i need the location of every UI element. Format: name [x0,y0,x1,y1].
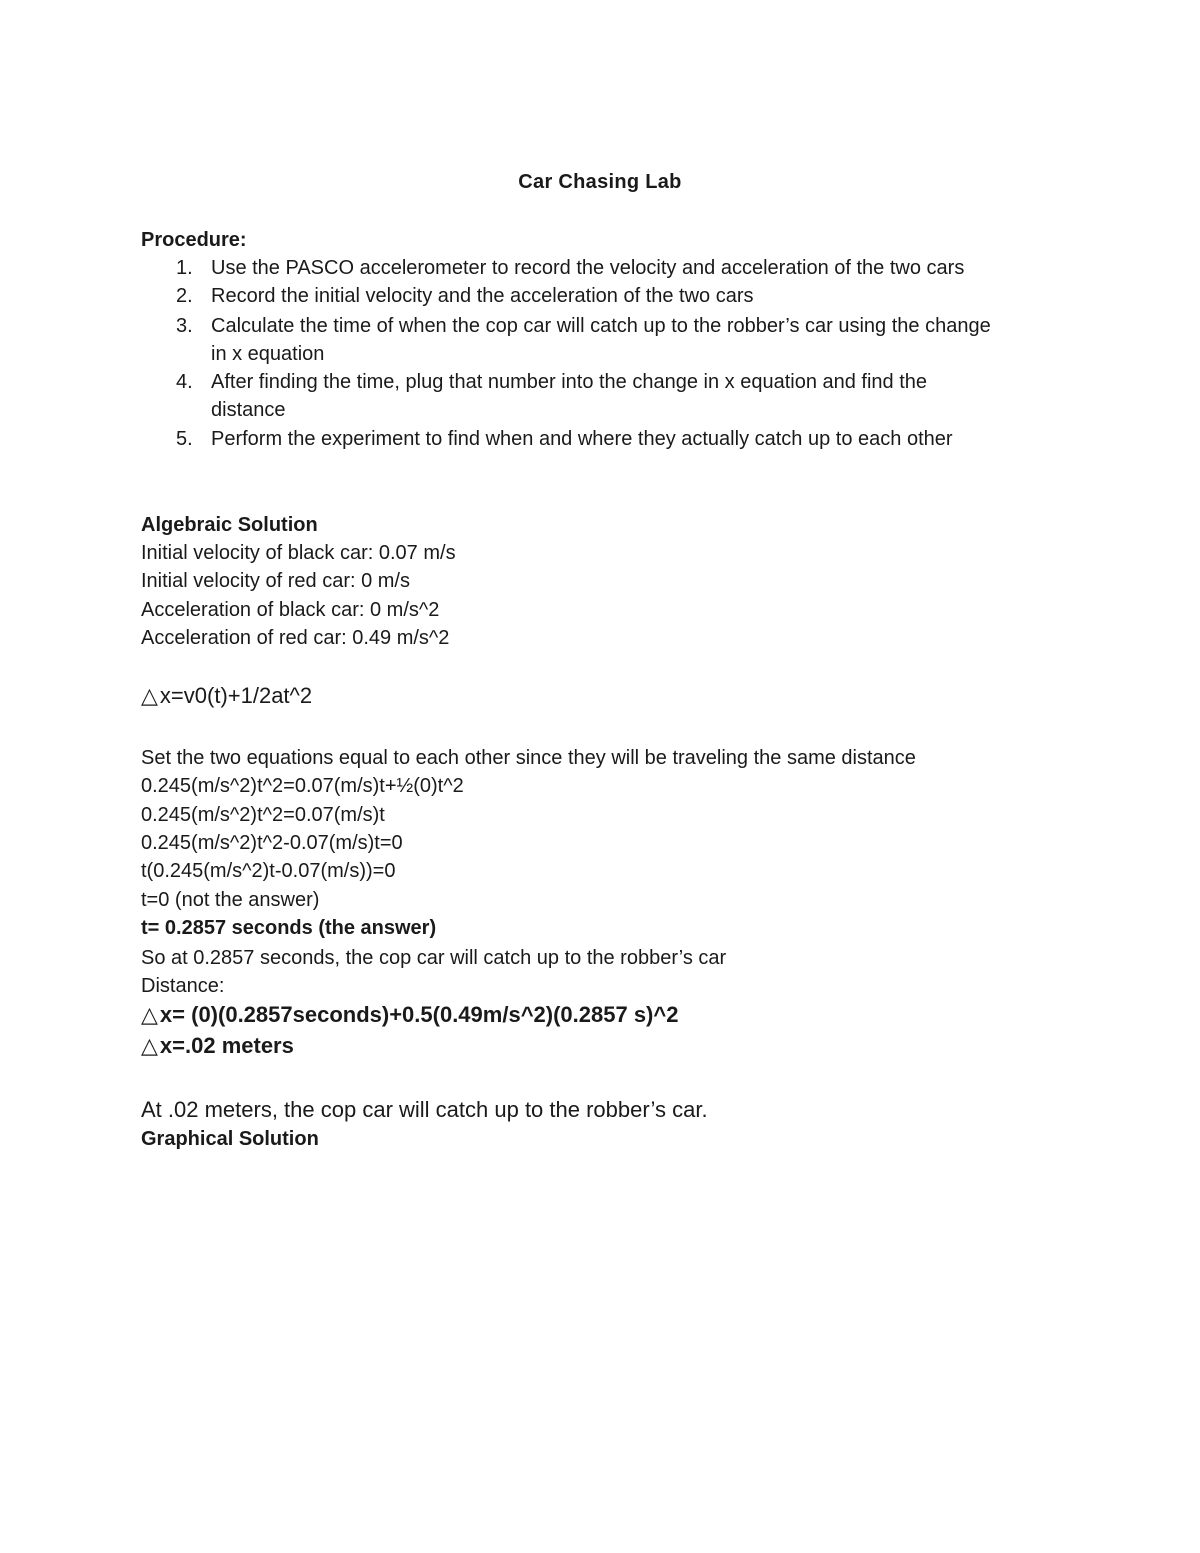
distance-equation [141,1001,678,1029]
delta-symbol: △ [141,683,158,708]
document-title: Car Chasing Lab [518,171,682,193]
list-item-number: 1. [176,257,193,279]
distance-label: Distance: [141,975,225,997]
list-item: Perform the experiment to find when and where they actually catch up to each other [211,428,953,450]
list-item-number: 5. [176,428,193,450]
given-value: Acceleration of red car: 0.49 m/s^2 [141,627,450,649]
step-line: t(0.245(m/s^2)t-0.07(m/s))=0 [141,860,396,882]
given-value: Initial velocity of black car: 0.07 m/s [141,542,456,564]
distance-result-text: x=.02 meters [159,1033,294,1058]
so-line: So at 0.2857 seconds, the cop car will catch up to the robber’s car [141,947,727,969]
formula-line [141,682,312,710]
list-item: After finding the time, plug that number into the change in x equation and find the [211,371,928,393]
list-item-number: 4. [176,371,193,393]
step-line: 0.245(m/s^2)t^2-0.07(m/s)t=0 [141,832,403,854]
procedure-heading: Procedure: [141,229,247,251]
delta-symbol: △ [141,1033,158,1058]
list-item: Use the PASCO accelerometer to record the velocity and acceleration of the two cars [211,257,965,279]
list-item: Record the initial velocity and the acceleration of the two cars [211,285,754,307]
step-line: 0.245(m/s^2)t^2=0.07(m/s)t+½(0)t^2 [141,775,464,797]
delta-symbol: △ [141,1002,158,1027]
list-item-number: 3. [176,315,193,337]
distance-result [141,1032,294,1060]
list-item: Calculate the time of when the cop car will catch up to the robber’s car using the change [211,315,991,337]
given-value: Initial velocity of red car: 0 m/s [141,570,410,592]
list-item-continuation: distance [211,399,286,421]
list-item-continuation: in x equation [211,343,325,365]
answer-line: t= 0.2857 seconds (the answer) [141,917,437,939]
given-value: Acceleration of black car: 0 m/s^2 [141,599,440,621]
formula-text: x=v0(t)+1/2at^2 [159,683,313,708]
distance-equation-text: x= (0)(0.2857seconds)+0.5(0.49m/s^2)(0.2857 s)^2 [159,1002,679,1027]
algebraic-heading: Algebraic Solution [141,514,318,536]
conclusion-line: At .02 meters, the cop car will catch up to the robber’s car. [141,1097,708,1122]
step-line: Set the two equations equal to each other since they will be traveling the same distance [141,747,916,769]
graphical-heading: Graphical Solution [141,1128,319,1150]
step-line: t=0 (not the answer) [141,889,320,911]
step-line: 0.245(m/s^2)t^2=0.07(m/s)t [141,804,385,826]
list-item-number: 2. [176,285,193,307]
